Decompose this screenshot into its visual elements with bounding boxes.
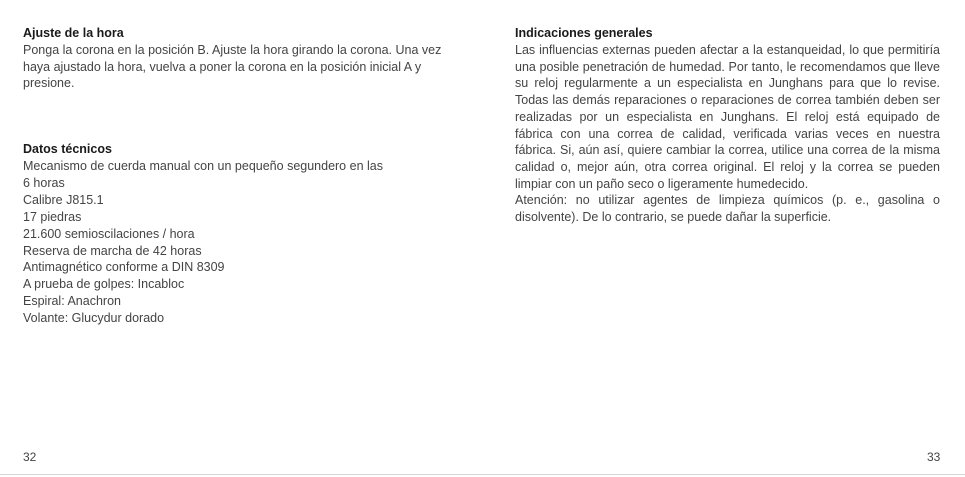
cleaning-warning-text: Atención: no utilizar agentes de limpieza químicos (p. e., gasolina o disolvente). De lo contrario, se puede dañar la superficie. [515, 193, 940, 225]
technical-data-section [23, 141, 453, 327]
left-page [0, 0, 482, 477]
bottom-divider [0, 474, 965, 475]
page-number-right: 33 [927, 450, 941, 464]
tech-line: 21.600 semioscilaciones / hora [23, 226, 195, 241]
tech-line: 17 piedras [23, 209, 82, 224]
tech-line: Reserva de marcha de 42 horas [23, 243, 202, 258]
page-number-left: 32 [23, 450, 37, 464]
right-page [482, 0, 965, 477]
tech-line: Antimagnético conforme a DIN 8309 [23, 260, 225, 275]
general-notes-text: Las influencias externas pueden afectar a la estanqueidad, lo que permitiría una posible penetración de humedad. Por tanto, le recomendamos que lleve su reloj regularmente a un especialista en Junghans para que lo revise. Todas las demás reparaciones o reparaciones de correa también deben ser realizadas por un especialista en Junghans. El reloj está equipado de fábrica con una correa de calidad, verificada varias veces en nuestra fábrica. Si, aún así, quiere cambiar la correa, utilice una correa de la misma calidad o, mejor aún, otra correa original. El reloj y la correa se pueden limpiar con un paño seco o ligeramente humedecido. [515, 43, 940, 191]
tech-line: Volante: Glucydur dorado [23, 311, 165, 326]
general-notes-heading: Indicaciones generales [515, 26, 653, 40]
tech-line: 6 horas [23, 175, 65, 190]
tech-line: A prueba de golpes: Incabloc [23, 277, 185, 292]
time-setting-text: Ponga la corona en la posición B. Ajuste la hora girando la corona. Una vez haya ajustado la hora, vuelva a poner la corona en la posición inicial A y presione. [23, 43, 442, 91]
tech-line: Calibre J815.1 [23, 192, 104, 207]
time-setting-heading: Ajuste de la hora [23, 26, 124, 40]
time-setting-section [23, 25, 453, 92]
general-notes-section [515, 25, 940, 226]
tech-line: Espiral: Anachron [23, 294, 121, 309]
technical-data-list [23, 158, 453, 327]
technical-data-heading: Datos técnicos [23, 142, 112, 156]
tech-line: Mecanismo de cuerda manual con un pequeño segundero en las [23, 159, 383, 173]
